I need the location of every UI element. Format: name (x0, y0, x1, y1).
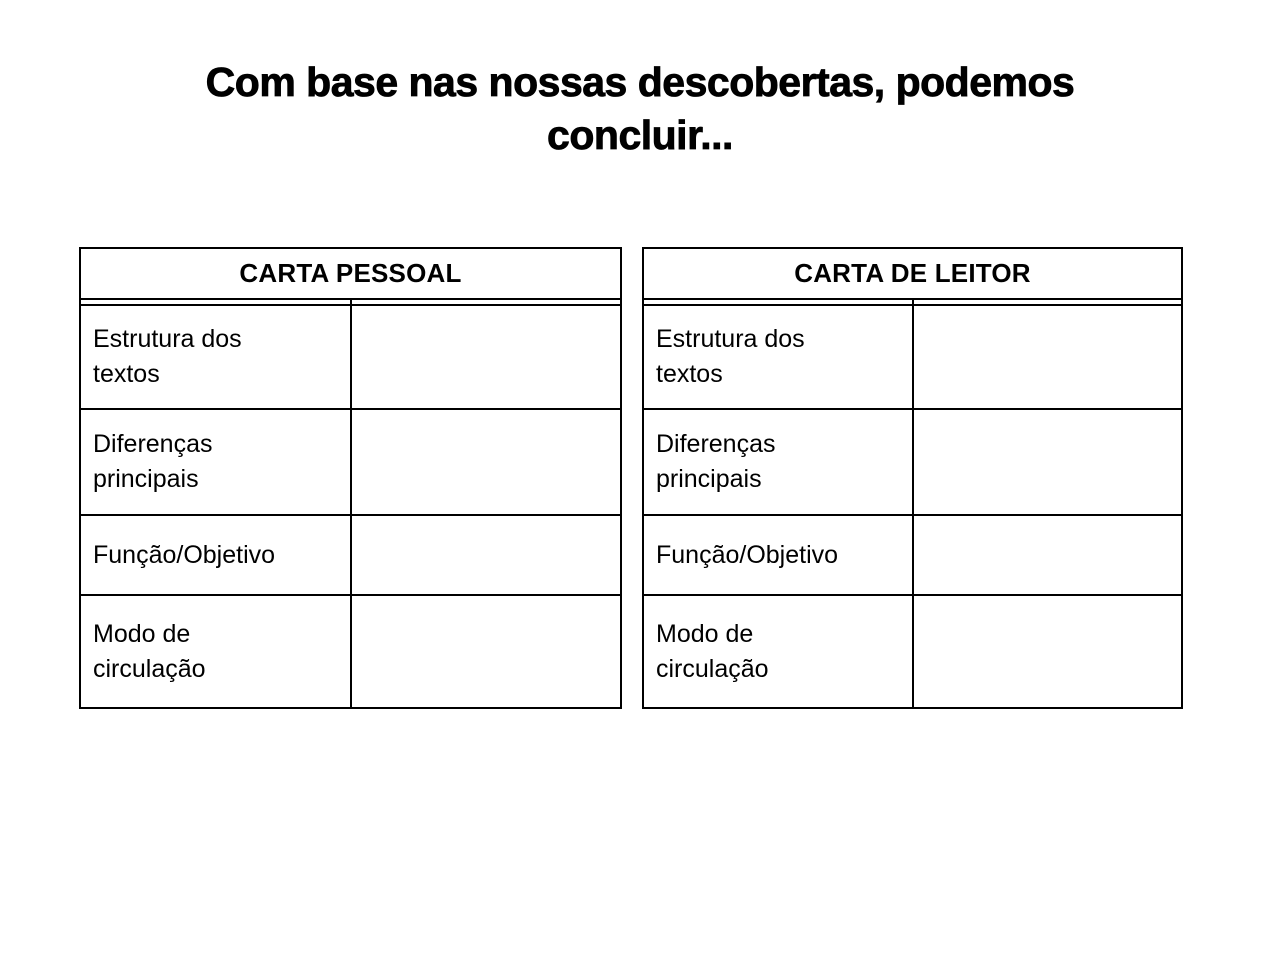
row-label-cell: Modo de circulação (80, 595, 351, 708)
slide-title-line-2: concluir... (547, 112, 733, 158)
row-label-cell: Modo de circulação (643, 595, 913, 708)
table-row (643, 305, 1182, 409)
table-row (643, 515, 1182, 595)
table-carta-pessoal (79, 247, 622, 709)
table-row (80, 305, 621, 409)
row-value-cell (913, 305, 1183, 409)
table-header-row (643, 248, 1182, 299)
table-row (80, 595, 621, 708)
table-row (643, 595, 1182, 708)
row-label-cell: Função/Objetivo (643, 515, 913, 595)
table-header-row (80, 248, 621, 299)
table-carta-de-leitor (642, 247, 1183, 709)
table-header-carta-pessoal: CARTA PESSOAL (80, 248, 621, 299)
row-label-cell: Diferenças principais (80, 409, 351, 515)
row-label-cell: Estrutura dos textos (80, 305, 351, 409)
slide-title-line-1: Com base nas nossas descobertas, podemos (205, 59, 1075, 105)
row-value-cell (351, 595, 622, 708)
row-value-cell (351, 305, 622, 409)
row-value-cell (351, 515, 622, 595)
row-label-cell: Estrutura dos textos (643, 305, 913, 409)
table-row (643, 409, 1182, 515)
carta-de-leitor-table (642, 247, 1183, 709)
carta-pessoal-table (79, 247, 622, 709)
row-value-cell (351, 409, 622, 515)
table-row (80, 409, 621, 515)
row-value-cell (913, 595, 1183, 708)
slide-title (0, 56, 1280, 162)
row-label-cell: Diferenças principais (643, 409, 913, 515)
table-row (80, 515, 621, 595)
row-value-cell (913, 409, 1183, 515)
row-value-cell (913, 515, 1183, 595)
row-label-cell: Função/Objetivo (80, 515, 351, 595)
table-header-carta-de-leitor: CARTA DE LEITOR (643, 248, 1182, 299)
